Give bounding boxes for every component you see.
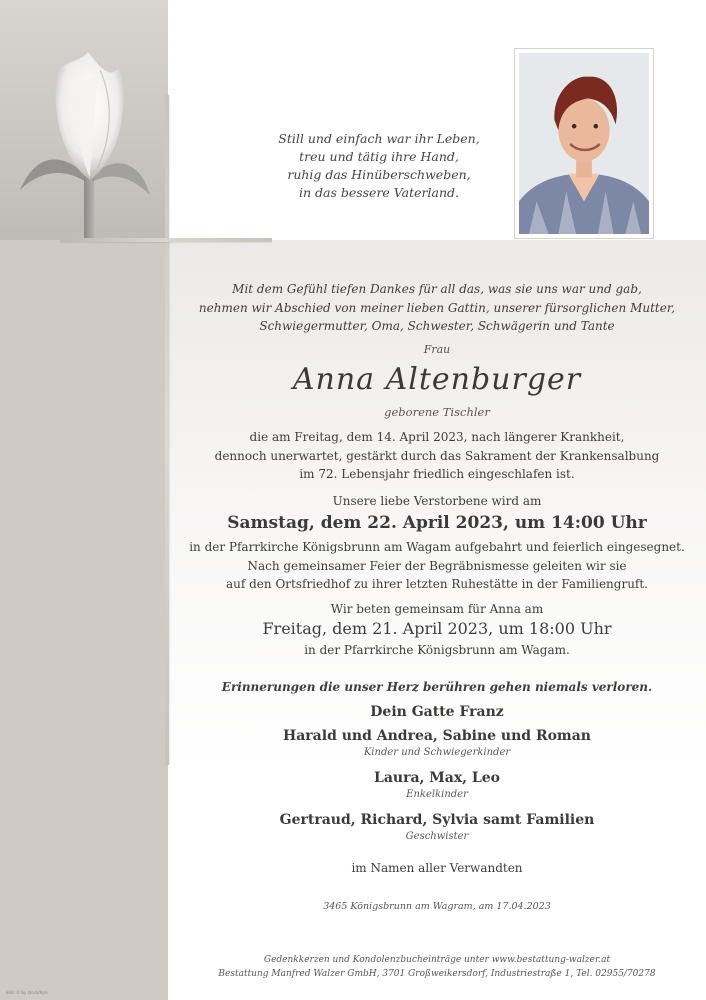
left-decorative-band (0, 240, 168, 1000)
death-text (168, 428, 706, 484)
cross-horizontal-beam (60, 238, 272, 242)
intro-line: Mit dem Gefühl tiefen Dankes für all das, was sie uns war und gab, (232, 282, 642, 296)
deceased-name: Anna Altenburger (292, 362, 582, 397)
prayer-date: Freitag, dem 21. April 2023, um 18:00 Uhr (262, 619, 612, 638)
footer-line: Gedenkkerzen und Kondolenzbucheinträge unter www.bestattung-walzer.at (263, 955, 611, 965)
family-children: Harald und Andrea, Sabine und Roman (283, 728, 591, 744)
intro-line: nehmen wir Abschied von meiner lieben Gattin, unserer fürsorglichen Mutter, (198, 300, 676, 315)
poem-line: Still und einfach war ihr Leben, (278, 131, 480, 146)
salutation: Frau (423, 343, 451, 356)
prayer-place: in der Pfarrkirche Königsbrunn am Wagam. (304, 643, 570, 657)
poem-line: ruhig das Hinüberschweben, (287, 167, 471, 182)
family-grandchildren-role: Enkelkinder (406, 789, 468, 800)
funeral-detail-line: Nach gemeinsamer Feier der Begräbnismesse geleiten wir sie (247, 558, 627, 573)
death-line: dennoch unerwartet, gestärkt durch das Sakrament der Krankensalbung (214, 448, 660, 463)
family-children-role: Kinder und Schwiegerkinder (363, 747, 511, 758)
portrait-photo (514, 48, 654, 239)
death-line: im 72. Lebensjahr friedlich eingeschlafen ist. (299, 467, 575, 481)
footer-line: Bestattung Manfred Walzer GmbH, 3701 Großweikersdorf, Industriestraße 1, Tel. 02955/70278 (218, 969, 656, 979)
death-line: die am Freitag, dem 14. April 2023, nach längerer Krankheit, (249, 430, 625, 444)
birth-name: geborene Tischler (384, 405, 490, 419)
funeral-date: Samstag, dem 22. April 2023, um 14:00 Uhr (227, 513, 647, 533)
portrait-image (519, 53, 649, 234)
poem-line: treu und tätig ihre Hand, (299, 149, 459, 164)
image-credit: Bild: © by stock/Kyle (6, 990, 48, 995)
funeral-detail-line: auf den Ortsfriedhof zu ihrer letzten Ruhestätte in der Familiengruft. (225, 577, 648, 591)
family-siblings: Gertraud, Richard, Sylvia samt Familien (279, 812, 595, 828)
rose-icon (0, 0, 168, 240)
family-spouse: Dein Gatte Franz (370, 704, 504, 720)
intro-line: Schwiegermutter, Oma, Schwester, Schwägerin und Tante (259, 319, 615, 333)
prayer-intro: Wir beten gemeinsam für Anna am (330, 602, 544, 616)
place-date: 3465 Königsbrunn am Wagram, am 17.04.2023 (323, 901, 551, 912)
memory-quote: Erinnerungen die unser Herz berühren gehen niemals verloren. (221, 680, 653, 694)
funeral-intro: Unsere liebe Verstorbene wird am (332, 494, 542, 508)
poem-line: in das bessere Vaterland. (298, 185, 460, 200)
funeral-detail-line: in der Pfarrkirche Königsbrunn am Wagam aufgebahrt und feierlich eingesegnet. (189, 540, 685, 554)
footer (168, 953, 706, 981)
family-siblings-role: Geschwister (405, 831, 469, 842)
intro-text (168, 280, 706, 336)
funeral-details (168, 538, 706, 594)
rose-image (0, 0, 168, 240)
poem (264, 130, 494, 202)
family-grandchildren: Laura, Max, Leo (373, 770, 501, 786)
relatives-line: im Namen aller Verwandten (351, 861, 523, 875)
